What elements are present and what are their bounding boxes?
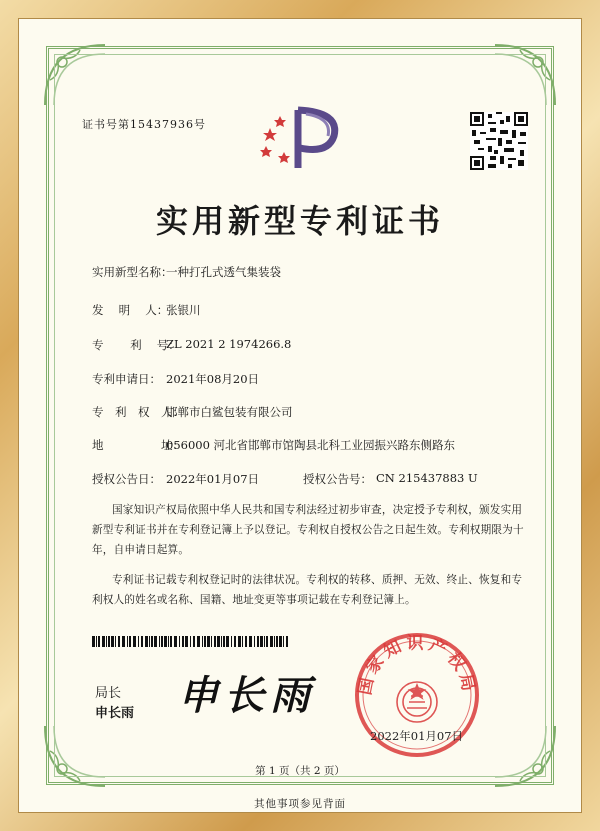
- seal-date: 2022年01月07日: [370, 729, 464, 743]
- paragraph-line: 利权人的姓名或名称、国籍、地址变更等事项记载在专利登记簿上。: [92, 594, 416, 606]
- certificate-number: 证书号第15437936号: [82, 118, 206, 131]
- paragraph-line: 年，自申请日起算。: [92, 544, 190, 556]
- field-label-name: 实用新型名称：: [92, 265, 173, 279]
- barcode-icon: [92, 636, 292, 647]
- handwritten-signature: 申长雨: [178, 672, 316, 719]
- qr-code-icon: [470, 112, 528, 170]
- paragraph-line: 专利证书记载专利权登记时的法律状况。专利权的转移、质押、无效、终止、恢复和专: [112, 574, 523, 586]
- field-value-grant-pub-number: CN 215437883 U: [376, 471, 478, 485]
- field-label-patent-number: 专 利 号：: [92, 338, 180, 352]
- footer-note: 其他事项参见背面: [254, 798, 346, 810]
- field-value-patent-number: ZL 2021 2 1974266.8: [166, 337, 292, 351]
- field-label-inventor: 发 明 人：: [92, 303, 169, 317]
- signature-title-director: 局长: [95, 686, 122, 701]
- paragraph-line: 国家知识产权局依照中华人民共和国专利法经过初步审查，决定授予专利权，颁发实用: [112, 504, 523, 516]
- field-label-grant-date: 授权公告日：: [92, 472, 161, 486]
- field-value-patentee: 邯郸市白鲨包装有限公司: [166, 405, 293, 419]
- field-value-name: 一种打孔式透气集装袋: [166, 265, 281, 279]
- field-label-grant-pub-number: 授权公告号：: [303, 472, 372, 486]
- patent-office-logo-icon: [258, 102, 344, 172]
- field-label-application-date: 专利申请日：: [92, 372, 161, 386]
- field-value-application-date: 2021年08月20日: [166, 372, 260, 386]
- field-value-address: 056000 河北省邯郸市馆陶县北科工业园振兴路东侧路东: [166, 438, 456, 452]
- signature-name: 申长雨: [95, 706, 135, 721]
- field-value-inventor: 张银川: [166, 303, 201, 317]
- paragraph-line: 新型专利证书并在专利登记簿上予以登记。专利权自授权公告之日起生效。专利权期限为十: [92, 524, 524, 536]
- field-label-patentee: 专 利 权 人：: [92, 405, 184, 419]
- seal-text: 国家知识产权局: [355, 633, 479, 697]
- page-indicator: 第 1 页（共 2 页）: [255, 765, 345, 777]
- certificate-title: 实用新型专利证书: [155, 202, 444, 240]
- field-value-grant-date: 2022年01月07日: [166, 472, 260, 486]
- field-label-address: 地 址：: [92, 438, 184, 452]
